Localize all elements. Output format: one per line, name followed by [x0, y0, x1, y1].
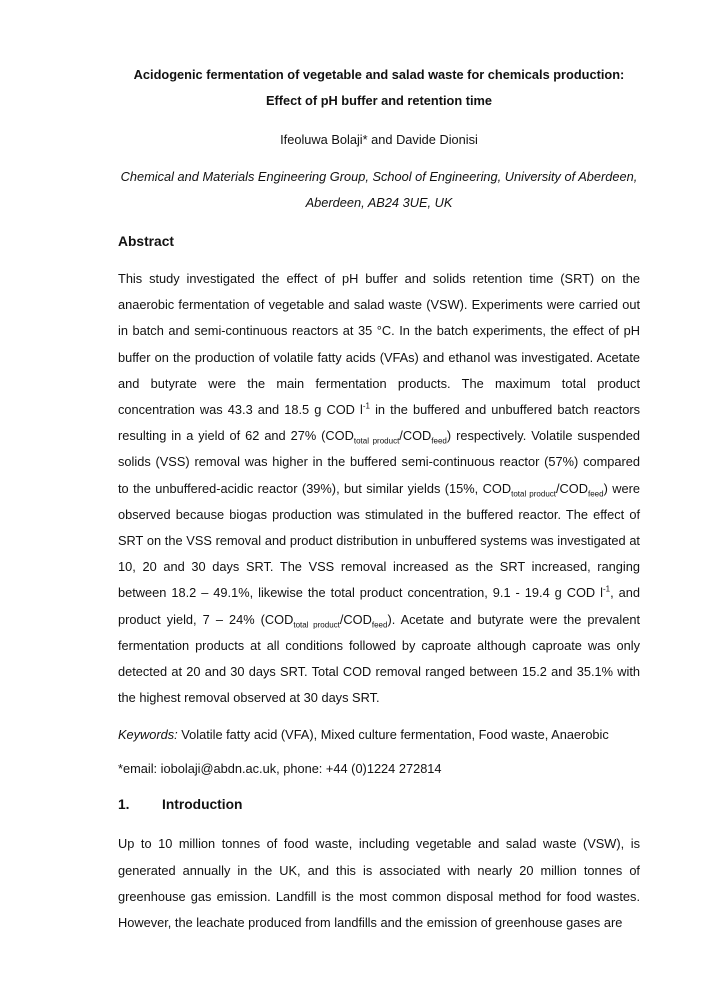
section-heading-introduction [118, 795, 640, 815]
paper-page [118, 62, 640, 936]
affiliation: Chemical and Materials Engineering Group, School of Engineering, University of Aberdeen, Aberdeen, AB24 3UE, UK [120, 169, 638, 210]
abstract-heading: Abstract [118, 234, 174, 249]
paper-title: Acidogenic fermentation of vegetable and salad waste for chemicals production: Effect of pH buffer and retention time [133, 67, 625, 108]
authors: Ifeoluwa Bolaji* and Davide Dionisi [280, 132, 478, 147]
abstract-text: This study investigated the effect of pH buffer and solids retention time (SRT) on the anaerobic fermentation of vegetable and salad waste (VSW). Experiments were carried out in batch and semi-continuous reactors at 35 °C. In the batch experiments, the effect of pH buffer on the production of volatile fatty acids (VFAs) and ethanol was investigated. Acetate and butyrate were the main fermentation products. The maximum total product concentration was 43.3 and 18.5 g COD $l^{-1}$ in the buffered and unbuffered batch reactors resulting in a yield of 62 and 27% $(COD_{total product}/COD_{feed})$ respectively. Volatile suspended solids (VSS) removal was higher in the buffered semi-continuous reactor (57%) compared to the unbuffered-acidic reactor (39%), but similar yields (15%, $COD_{total product}/COD_{feed}$) were observed because biogas production was stimulated in the buffered reactor. The effect of SRT on the VSS removal and product distribution in unbuffered systems was investigated at 10, 20 and 30 days SRT. The VSS removal increased as the SRT increased, ranging between 18.2 – 49.1%, likewise the total product concentration, 9.1 - 19.4 g COD $l^{-1}$, and product yield, 7 – 24% $(COD_{total product}/COD_{feed})$. Acetate and butyrate were the prevalent fermentation products at all conditions followed by caproate although caproate was only detected at 20 and 30 days SRT. Total COD removal ranged between 15.2 and 35.1% with the highest removal observed at 30 days SRT. [118, 271, 641, 706]
contact-email: *email: iobolaji@abdn.ac.uk, phone: +44 (0)1224 272814 [118, 761, 442, 777]
section-number: 1. [118, 797, 130, 813]
section-title: Introduction [162, 797, 243, 813]
keywords-label: Keywords: [118, 727, 178, 743]
keywords [118, 725, 640, 745]
keywords-list: Volatile fatty acid (VFA), Mixed culture fermentation, Food waste, Anaerobic [177, 727, 609, 743]
introduction-text: Up to 10 million tonnes of food waste, including vegetable and salad waste (VSW), is generated annually in the UK, and this is associated with nearly 20 million tonnes of greenhouse gas emission. Landfill is the most common disposal method for food wastes. However, the leachate produced from landfills and the emission of greenhouse gases are [118, 836, 640, 931]
